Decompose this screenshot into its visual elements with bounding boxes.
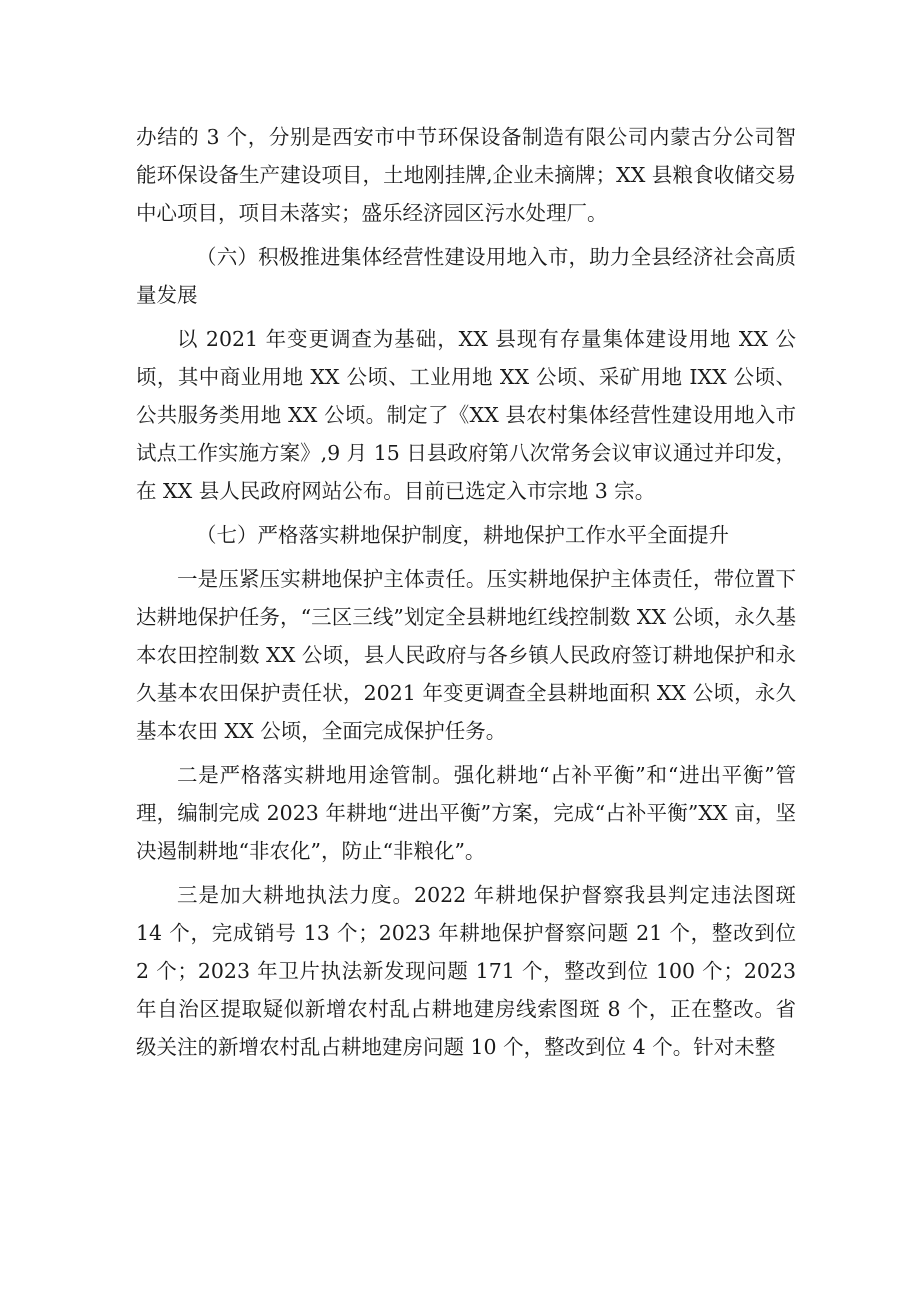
section-heading-7: （七）严格落实耕地保护制度，耕地保护工作水平全面提升 — [196, 523, 729, 547]
paragraph-responsibility: 一是压紧压实耕地保护主体责任。压实耕地保护主体责任，带位置下达耕地保护任务，“三区三线”划定全县耕地红线控制数 XX 公顷，永久基本农田控制数 XX 公顷，县人民政府与各乡镇人民政府签订耕地保护和永久基本农田保护责任状，2021 年变更调查全县耕地面积 XX 公顷，永久基本农田 XX 公顷，全面完成保护任务。 — [136, 567, 796, 743]
paragraph-land-use-control: 二是严格落实耕地用途管制。强化耕地“占补平衡”和“进出平衡”管理，编制完成 2023 年耕地“进出平衡”方案，完成“占补平衡”XX 亩，坚决遏制耕地“非农化”，防止“非粮化”。 — [136, 763, 796, 863]
paragraph-land-market: 以 2021 年变更调查为基础，XX 县现有存量集体建设用地 XX 公顷，其中商业用地 XX 公顷、工业用地 XX 公顷、采矿用地 IXX 公顷、公共服务类用地 XX 公顷。制定了《XX 县农村集体经营性建设用地入市试点工作实施方案》,9 月 15 日县政府第八次常务会议审议通过并印发，在 XX 县人民政府网站公布。目前已选定入市宗地 3 宗。 — [136, 327, 796, 503]
document-body — [136, 118, 796, 1072]
paragraph-continued: 办结的 3 个，分别是西安市中节环保设备制造有限公司内蒙古分公司智能环保设备生产建设项目，土地刚挂牌,企业未摘牌；XX 县粮食收储交易中心项目，项目未落实；盛乐经济园区污水处理厂。 — [136, 125, 796, 225]
section-heading-6: （六）积极推进集体经营性建设用地入市，助力全县经济社会高质量发展 — [136, 245, 796, 307]
paragraph-enforcement: 三是加大耕地执法力度。2022 年耕地保护督察我县判定违法图斑 14 个，完成销号 13 个；2023 年耕地保护督察问题 21 个，整改到位 2 个；2023 年卫片执法新发现问题 171 个，整改到位 100 个；2023 年自治区提取疑似新增农村乱占耕地建房线索图斑 8 个，正在整改。省级关注的新增农村乱占耕地建房问题 10 个，整改到位 4 个。针对未整 — [136, 883, 796, 1059]
